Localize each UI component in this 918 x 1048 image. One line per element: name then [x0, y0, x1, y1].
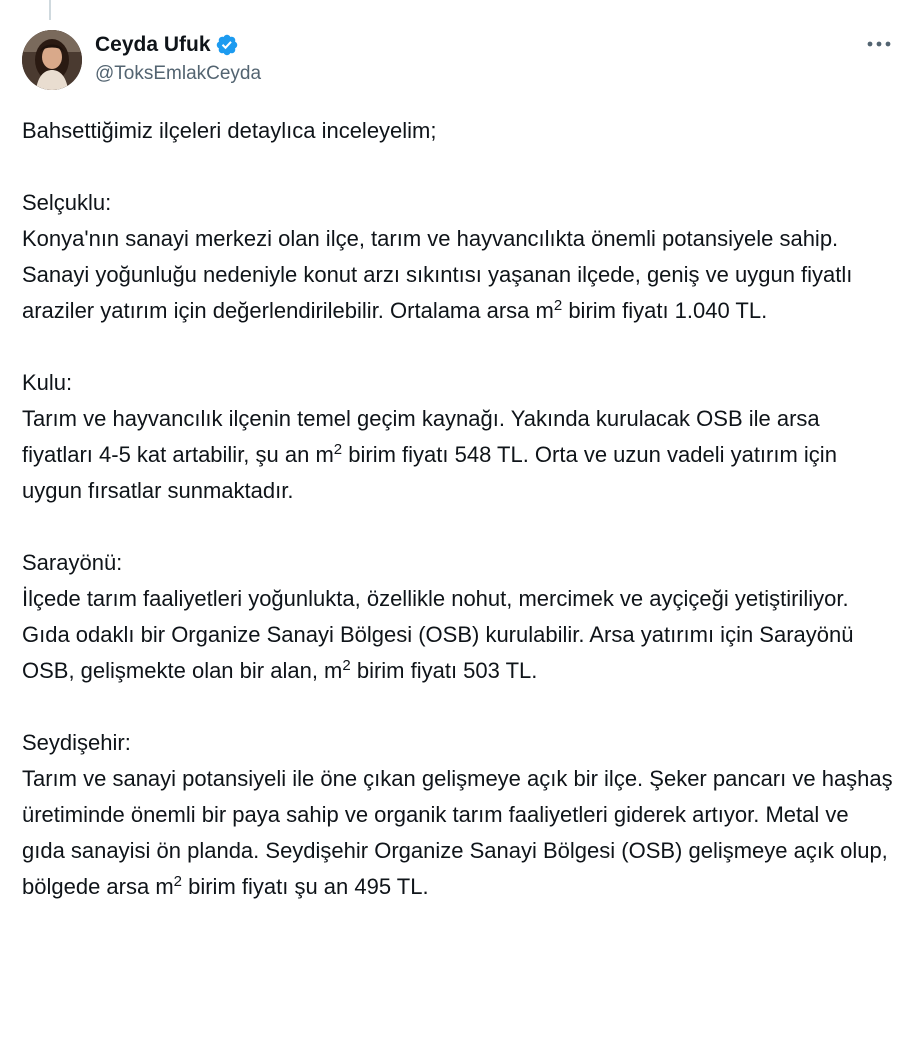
kulu-text-part-b: birim fiyatı 548 TL. Orta ve uzun vadeli yatırım için uygun fırsatlar sunmaktadır.: [22, 442, 844, 503]
tweet-text: [22, 113, 899, 905]
avatar[interactable]: [22, 30, 82, 90]
seydisehir-text-part-a: Tarım ve sanayi potansiyeli ile öne çıkan gelişmeye açık bir ilçe. Şeker pancarı ve haşhaş üretiminde önemli bir paya sahip ve organik tarım faaliyetleri giderek artıyor. Metal ve gıda sanayisi ön planda. Seydişehir Organize Sanayi Bölgesi (OSB) gelişmeye açık olup, bölgede arsa m: [22, 766, 899, 899]
district-text-kulu: [22, 401, 896, 509]
tweet-intro: Bahsettiğimiz ilçeleri detaylıca inceleyelim;: [22, 118, 437, 143]
district-heading-kulu: Kulu:: [22, 370, 73, 395]
author-name-row: [95, 32, 239, 58]
square-superscript: 2: [342, 657, 351, 674]
verified-badge-icon: [215, 33, 239, 57]
district-heading-sarayonu: Sarayönü:: [22, 550, 123, 575]
tweet-header: [22, 30, 896, 90]
district-text-sarayonu: [22, 581, 896, 689]
more-options-button[interactable]: [862, 32, 896, 56]
seydisehir-text-part-b: birim fiyatı şu an 495 TL.: [182, 874, 429, 899]
district-heading-selcuklu: Selçuklu:: [22, 190, 112, 215]
square-superscript: 2: [333, 441, 343, 458]
square-superscript: 2: [553, 297, 563, 314]
more-horizontal-icon: [866, 40, 892, 48]
author-handle[interactable]: @ToksEmlakCeyda: [95, 63, 262, 84]
avatar-image: [22, 30, 82, 90]
selcuklu-text-part-b: birim fiyatı 1.040 TL.: [562, 298, 768, 323]
selcuklu-text-part-a: Konya'nın sanayi merkezi olan ilçe, tarım ve hayvancılıkta önemli potansiyele sahip. Sanayi yoğunluğu nedeniyle konut arzı sıkıntısı yaşanan ilçede, geniş ve uygun fiyatlı araziler yatırım için değerlendirilebilir. Ortalama arsa m: [22, 226, 859, 323]
district-text-seydisehir: [22, 761, 899, 905]
thread-connector-line: [49, 0, 51, 20]
kulu-text-part-a: Tarım ve hayvancılık ilçenin temel geçim kaynağı. Yakında kurulacak OSB ile arsa fiyatları 4-5 kat artabilir, şu an m: [22, 406, 826, 467]
author-display-name[interactable]: Ceyda Ufuk: [95, 33, 211, 56]
sarayonu-text-part-a: İlçede tarım faaliyetleri yoğunlukta, özellikle nohut, mercimek ve ayçiçeği yetiştiriliyor. Gıda odaklı bir Organize Sanayi Bölgesi (OSB) kurulabilir. Arsa yatırımı için Sarayönü OSB, gelişmekte olan bir alan, m: [22, 586, 860, 683]
square-superscript: 2: [173, 873, 182, 890]
sarayonu-text-part-b: birim fiyatı 503 TL.: [350, 658, 538, 683]
district-text-selcuklu: [22, 221, 896, 329]
district-heading-seydisehir: Seydişehir:: [22, 730, 131, 755]
